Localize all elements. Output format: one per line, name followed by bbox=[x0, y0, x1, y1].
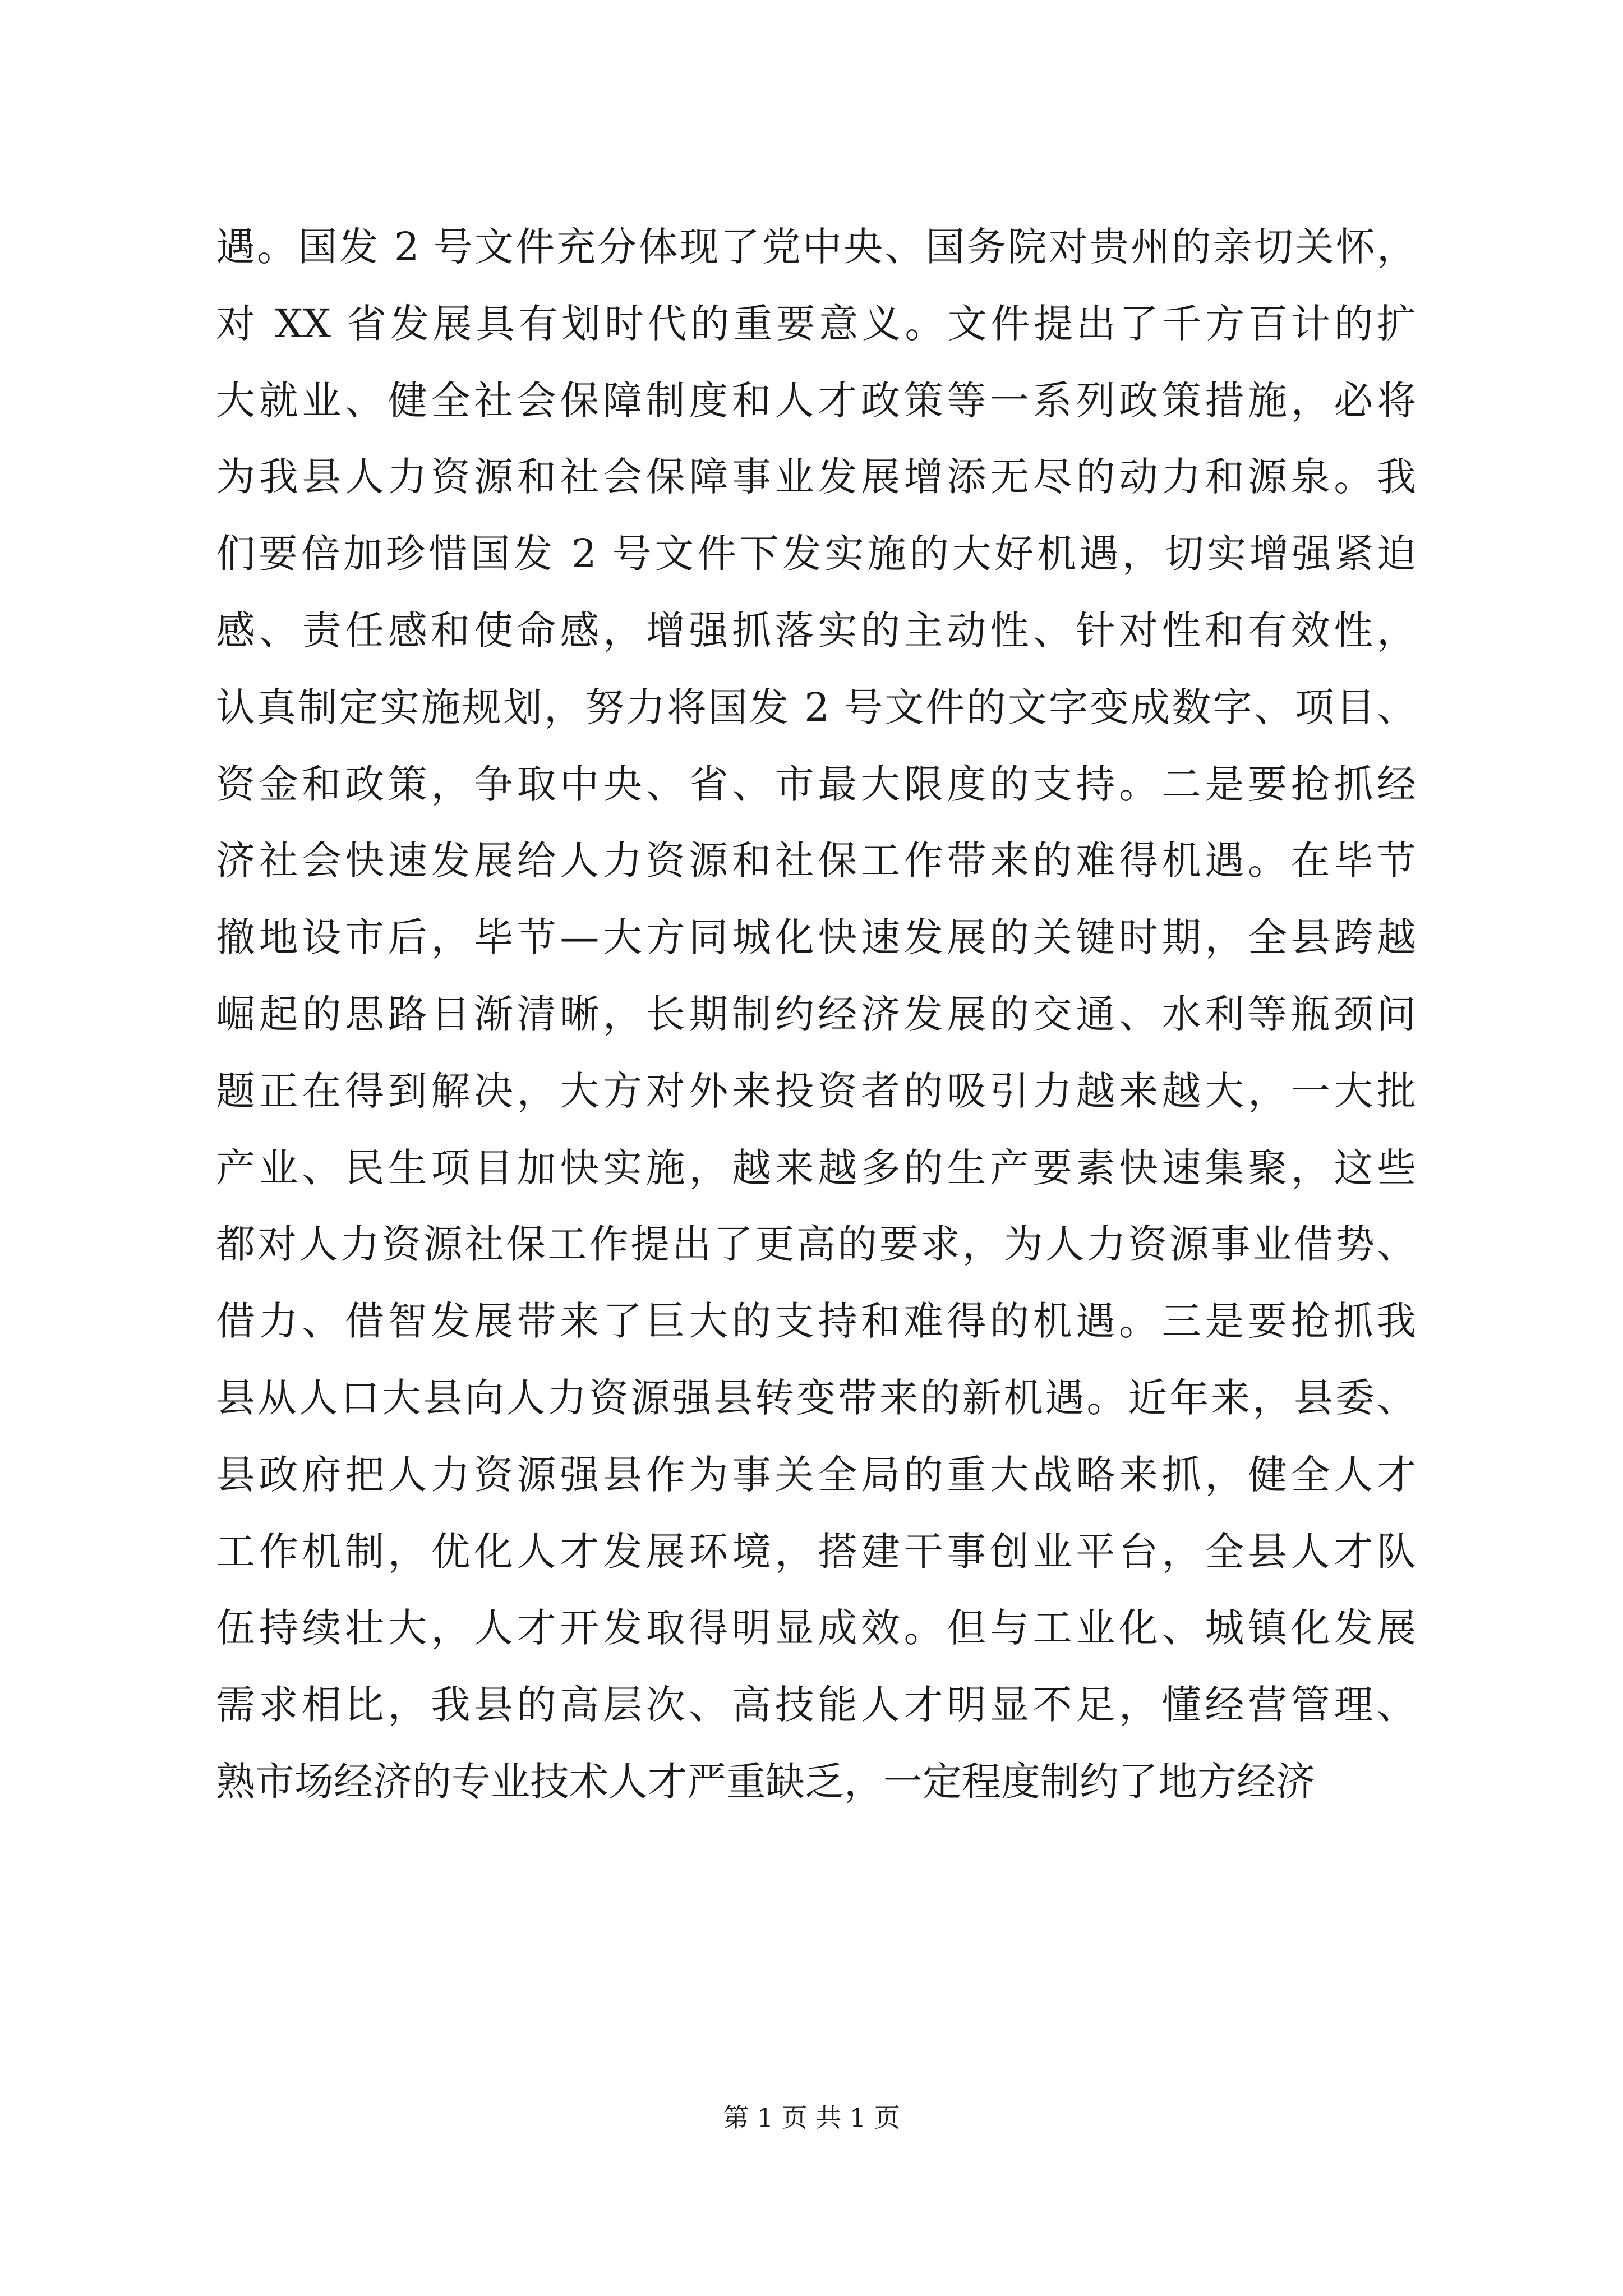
text-line: 工作机制，优化人才发展环境，搭建干事创业平台，全县人才队 bbox=[216, 1528, 1416, 1575]
text-line: 大就业、健全社会保障制度和人才政策等一系列政策措施，必将 bbox=[216, 377, 1416, 424]
text-line: 借力、借智发展带来了巨大的支持和难得的机遇。三是要抢抓我 bbox=[216, 1298, 1416, 1345]
text-line: 题正在得到解决，大方对外来投资者的吸引力越来越大，一大批 bbox=[216, 1068, 1416, 1114]
text-line: 撤地设市后，毕节—大方同城化快速发展的关键时期，全县跨越 bbox=[216, 914, 1416, 961]
text-line: 伍持续壮大，人才开发取得明显成效。但与工业化、城镇化发展 bbox=[216, 1605, 1416, 1651]
text-line: 需求相比，我县的高层次、高技能人才明显不足，懂经营管理、 bbox=[216, 1682, 1416, 1728]
page-footer: 第 1 页 共 1 页 bbox=[723, 2102, 900, 2133]
body-text bbox=[216, 209, 1416, 1820]
text-line: 遇。国发 2 号文件充分体现了党中央、国务院对贵州的亲切关怀， bbox=[216, 224, 1416, 270]
text-line: 们要倍加珍惜国发 2 号文件下发实施的大好机遇，切实增强紧迫 bbox=[216, 531, 1416, 577]
text-line: 熟市场经济的专业技术人才严重缺乏，一定程度制约了地方经济 bbox=[216, 1758, 1315, 1805]
text-line: 感、责任感和使命感，增强抓落实的主动性、针对性和有效性， bbox=[216, 607, 1416, 654]
text-line: 崛起的思路日渐清晰，长期制约经济发展的交通、水利等瓶颈问 bbox=[216, 991, 1416, 1037]
text-line: 县政府把人力资源强县作为事关全局的重大战略来抓，健全人才 bbox=[216, 1451, 1416, 1498]
text-line: 产业、民生项目加快实施，越来越多的生产要素快速集聚，这些 bbox=[216, 1144, 1416, 1191]
text-line: 都对人力资源社保工作提出了更高的要求，为人力资源事业借势、 bbox=[216, 1221, 1416, 1268]
text-line: 为我县人力资源和社会保障事业发展增添无尽的动力和源泉。我 bbox=[216, 454, 1416, 500]
text-line: 对 XX 省发展具有划时代的重要意义。文件提出了千方百计的扩 bbox=[216, 300, 1416, 347]
text-line: 县从人口大县向人力资源强县转变带来的新机遇。近年来，县委、 bbox=[216, 1374, 1416, 1421]
text-line: 资金和政策，争取中央、省、市最大限度的支持。二是要抢抓经 bbox=[216, 761, 1416, 807]
text-line: 认真制定实施规划，努力将国发 2 号文件的文字变成数字、项目、 bbox=[216, 684, 1416, 730]
text-line: 济社会快速发展给人力资源和社保工作带来的难得机遇。在毕节 bbox=[216, 838, 1416, 884]
